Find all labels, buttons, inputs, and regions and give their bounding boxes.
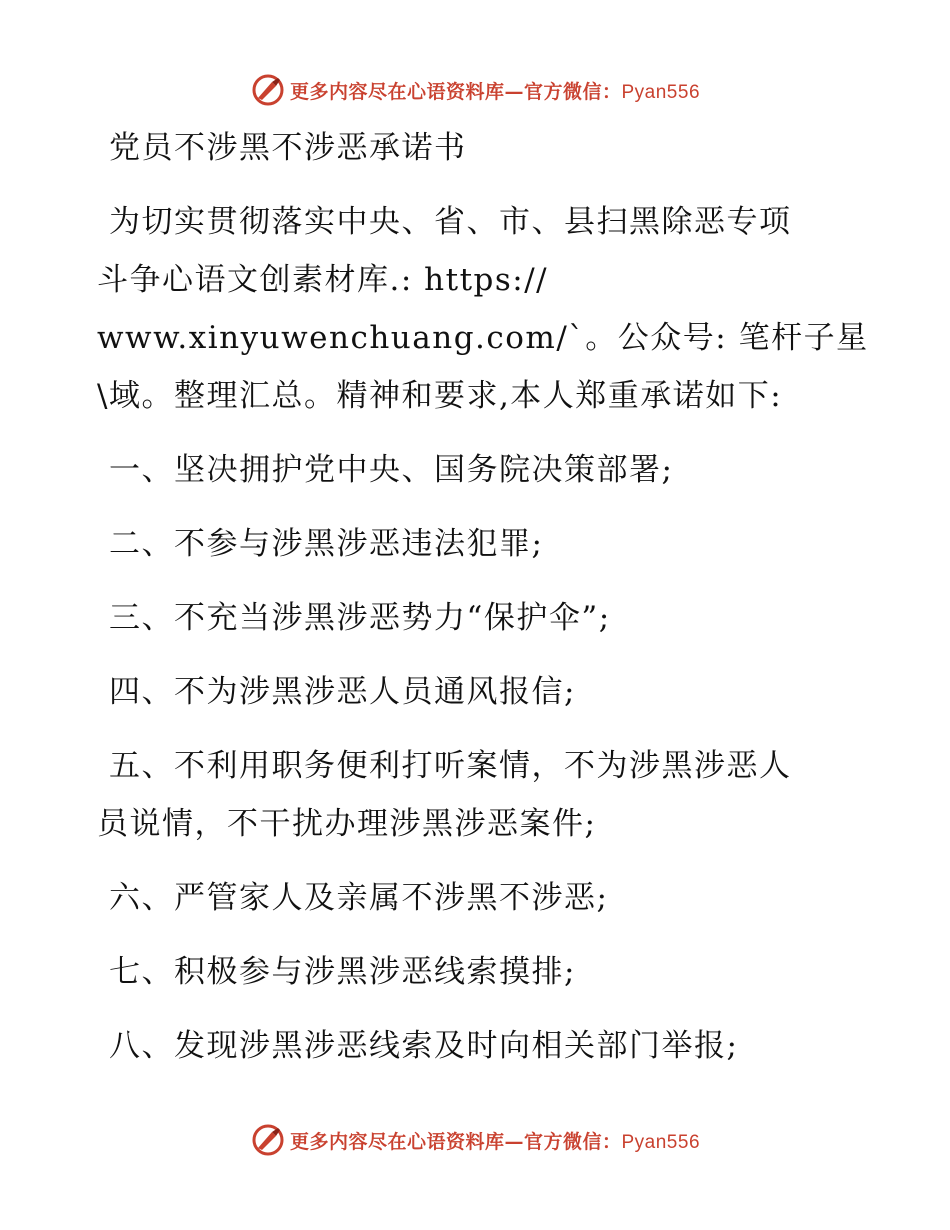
document-title: 党员不涉黑不涉恶承诺书 [109,130,467,166]
header-banner [0,70,950,110]
intro-line: 为切实贯彻落实中央、省、市、县扫黑除恶专项 [109,204,792,240]
pledge-item: 八、发现涉黑涉恶线索及时向相关部门举报; [109,1028,739,1064]
footer-banner [0,1120,950,1160]
pledge-item: 二、不参与涉黑涉恶违法犯罪; [109,526,544,562]
banner-text [290,1127,700,1154]
pledge-item: 六、严管家人及亲属不涉黑不涉恶; [109,880,609,916]
pen-nib-logo-icon [250,1122,286,1158]
banner-label: 更多内容尽在心语资料库—官方微信： [289,1130,622,1153]
banner-label: 更多内容尽在心语资料库—官方微信： [289,80,622,103]
intro-line: www.xinyuwenchuang.com/`。公众号: 笔杆子星 [97,320,869,356]
banner-text [290,77,700,104]
banner-wechat-id: Pyan556 [621,1131,701,1153]
intro-line: \域。整理汇总。精神和要求,本人郑重承诺如下: [97,378,783,414]
pledge-item: 五、不利用职务便利打听案情，不为涉黑涉恶人 [109,748,792,784]
pledge-item-continued: 员说情，不干扰办理涉黑涉恶案件; [97,806,597,842]
pen-nib-logo-icon [250,72,286,108]
pledge-item: 四、不为涉黑涉恶人员通风报信; [109,674,576,710]
pledge-item: 七、积极参与涉黑涉恶线索摸排; [109,954,576,990]
banner-wechat-id: Pyan556 [621,81,701,103]
intro-line: 斗争心语文创素材库.: https:// [97,262,549,298]
pledge-item: 三、不充当涉黑涉恶势力“保护伞”; [109,600,611,636]
pledge-item: 一、坚决拥护党中央、国务院决策部署; [109,452,674,488]
